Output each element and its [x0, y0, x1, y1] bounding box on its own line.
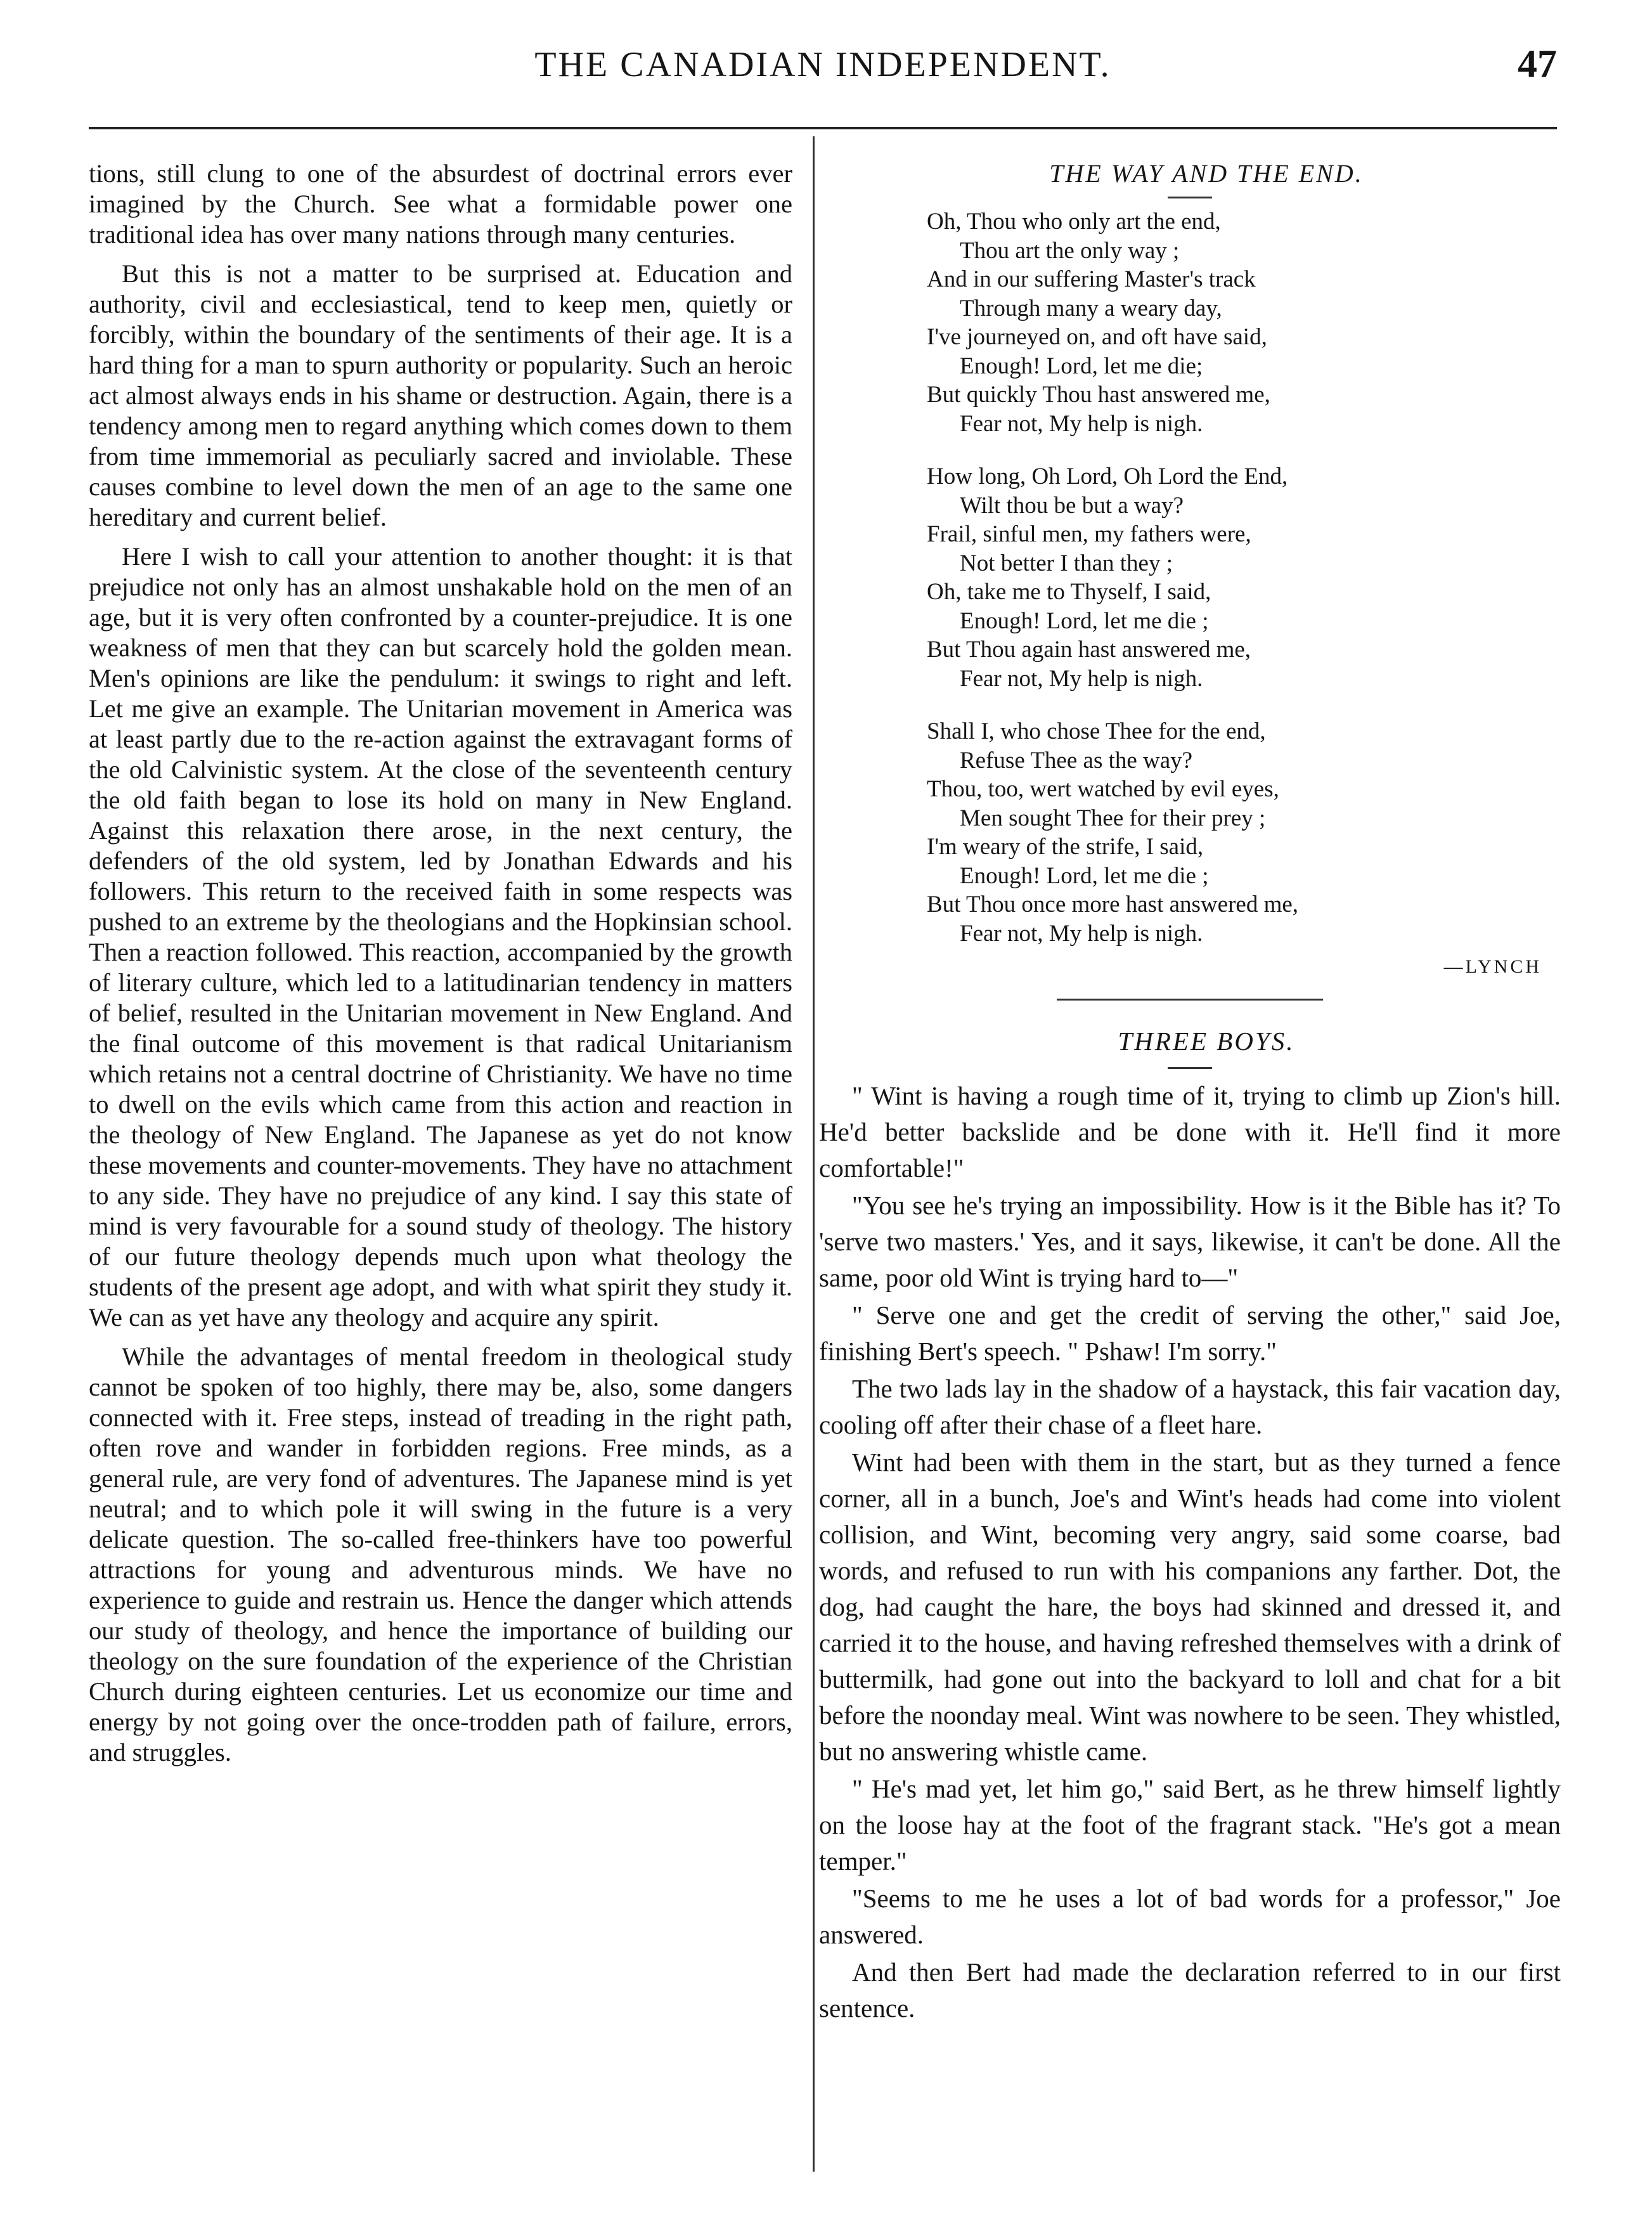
poem-line: Enough! Lord, let me die ; — [960, 607, 1209, 634]
poem-line: And in our suffering Master's track — [927, 266, 1256, 292]
poem-line: Not better I than they ; — [960, 550, 1173, 576]
poem-line: Enough! Lord, let me die; — [960, 353, 1203, 379]
paragraph: Wint had been with them in the start, but as they turned a fence corner, all in a bunch, Joe's and Wint's heads had come into violent collision, and Wint, becoming very angry, said some coarse, bad words, and refused to run with his companions any farther. Dot, the dog, had caught the hare, the boys had skinned and dressed it, and carried it to the house, and having refreshed themselves with a drink of buttermilk, had gone out into the backyard to loll and chat for a bit before the noonday meal. Wint was nowhere to be seen. They whistled, but no answering whistle came. — [819, 1448, 1561, 1766]
paragraph: The two lads lay in the shadow of a haystack, this fair vacation day, cooling off after their chase of a fleet hare. — [819, 1374, 1561, 1439]
poem-title: THE WAY AND THE END. — [1049, 159, 1364, 188]
journal-title: THE CANADIAN INDEPENDENT. — [534, 45, 1111, 84]
page-number: 47 — [1518, 42, 1557, 86]
paragraph: "Seems to me he uses a lot of bad words for a professor," Joe answered. — [819, 1884, 1561, 1949]
running-head — [89, 33, 1557, 103]
paragraph: And then Bert had made the declaration referred to in our first sentence. — [819, 1957, 1561, 2023]
poem-line: Fear not, My help is nigh. — [960, 665, 1203, 692]
poem-line: Refuse Thee as the way? — [960, 747, 1193, 774]
story — [819, 1023, 1561, 2026]
right-column — [819, 159, 1561, 2028]
paragraph: But this is not a matter to be surprised at. Education and authority, civil and ecclesiastical, tend to keep men, quietly or forcibly, within the boundary of the sentiments of their age. It is a hard thing for a man to spurn authority or popularity. Such an heroic act almost always ends in his shame or destruction. Again, there is a tendency among men to regard anything which comes down to them from time immemorial as peculiarly sacred and inviolable. These causes combine to level down the men of an age to the same one hereditary and current belief. — [89, 259, 792, 531]
paragraph: tions, still clung to one of the absurdest of doctrinal errors ever imagined by the Church. See what a formidable power one traditional idea has over many nations through many centuries. — [89, 159, 792, 249]
poem-attribution: —LYNCH — [1443, 956, 1542, 977]
poem-line: How long, Oh Lord, Oh Lord the End, — [927, 463, 1288, 489]
paragraph: " Wint is having a rough time of it, trying to climb up Zion's hill. He'd better backslide and be done with it. He'll find it more comfortable!" — [819, 1081, 1561, 1183]
column-divider — [813, 136, 815, 2172]
poem-line: Thou art the only way ; — [960, 237, 1180, 264]
poem-line: Fear not, My help is nigh. — [960, 410, 1203, 437]
paragraph: "You see he's trying an impossibility. How is it the Bible has it? To 'serve two masters.' Yes, and it says, likewise, it can't be done. All the same, poor old Wint is trying hard to—" — [819, 1191, 1561, 1292]
poem-line: Men sought Thee for their prey ; — [960, 805, 1266, 831]
poem — [819, 159, 1561, 982]
poem-stanza — [927, 717, 1561, 948]
header-rule — [89, 127, 1557, 129]
poem-line: Frail, sinful men, my fathers were, — [927, 521, 1251, 547]
paragraph: " Serve one and get the credit of serving the other," said Joe, finishing Bert's speech. " Pshaw! I'm sorry." — [819, 1300, 1561, 1366]
paragraph: While the advantages of mental freedom in theological study cannot be spoken of too highly, there may be, also, some dangers connected with it. Free steps, instead of treading in the right path, often rove and wander in forbidden regions. Free minds, as a general rule, are very fond of adventures. The Japanese mind is yet neutral; and to which pole it will swing in the future is a very delicate question. The so-called free-thinkers have too powerful attractions for young and adventurous minds. We have no experience to guide and restrain us. Hence the danger which attends our study of theology, and hence the importance of building our theology on the sure foundation of the experience of the Christian Church during eighteen centuries. Let us economize our time and energy by not going over the once-trodden path of failure, errors, and struggles. — [89, 1342, 792, 1766]
title-rule — [1168, 1067, 1212, 1069]
poem-line: I'm weary of the strife, I said, — [927, 834, 1204, 860]
poem-line: Fear not, My help is nigh. — [960, 920, 1203, 947]
paragraph: " He's mad yet, let him go," said Bert, as he threw himself lightly on the loose hay at the foot of the fragrant stack. "He's got a mean temper." — [819, 1774, 1561, 1876]
poem-line: Wilt thou be but a way? — [960, 492, 1184, 519]
section-divider — [1057, 999, 1323, 1001]
left-column — [89, 159, 792, 1768]
poem-line: Enough! Lord, let me die ; — [960, 862, 1209, 889]
poem-stanza — [927, 462, 1561, 693]
poem-line: But Thou again hast answered me, — [927, 637, 1251, 663]
poem-line: But Thou once more hast answered me, — [927, 891, 1299, 917]
poem-line: But quickly Thou hast answered me, — [927, 382, 1270, 408]
paragraph: Here I wish to call your attention to another thought: it is that prejudice not only has an almost unshakable hold on the men of an age, but it is very often confronted by a counter-prejudice. It is one weakness of men that they can but scarcely hold the golden mean. Men's opinions are like the pendulum: it swings to right and left. Let me give an example. The Unitarian movement in America was at least partly due to the re-action against the extravagant forms of the old Calvinistic system. At the close of the seventeenth century the old faith began to lose its hold on many in New England. Against this relaxation there arose, in the next century, the defenders of the old system, led by Jonathan Edwards and his followers. This return to the received faith in some respects was pushed to an extreme by the theologians and the Hopkinsian school. Then a reaction followed. This reaction, accompanied by the growth of literary culture, which led to a latitudinarian tendency in matters of belief, resulted in the Unitarian movement in New England. And the final outcome of this movement is that radical Unitarianism which retains not a central doctrine of Christianity. We have no time to dwell on the evils which came from this action and reaction in the theology of New England. The Japanese as yet do not know these movements and counter-movements. They have no attachment to any side. They have no prejudice of any kind. I say this state of mind is very favourable for a sound study of theology. The history of our future theology depends much upon what theology the students of the present age adopt, and with what spirit they study it. We can as yet have any theology and acquire any spirit. — [89, 542, 792, 1332]
poem-stanza — [927, 207, 1561, 438]
poem-line: I've journeyed on, and oft have said, — [927, 324, 1267, 350]
poem-line: Oh, take me to Thyself, I said, — [927, 579, 1211, 605]
poem-line: Through many a weary day, — [960, 295, 1222, 321]
title-rule — [1168, 197, 1212, 198]
poem-line: Oh, Thou who only art the end, — [927, 209, 1221, 235]
poem-line: Thou, too, wert watched by evil eyes, — [927, 776, 1279, 802]
poem-line: Shall I, who chose Thee for the end, — [927, 718, 1266, 744]
story-title: THREE BOYS. — [1118, 1027, 1295, 1056]
